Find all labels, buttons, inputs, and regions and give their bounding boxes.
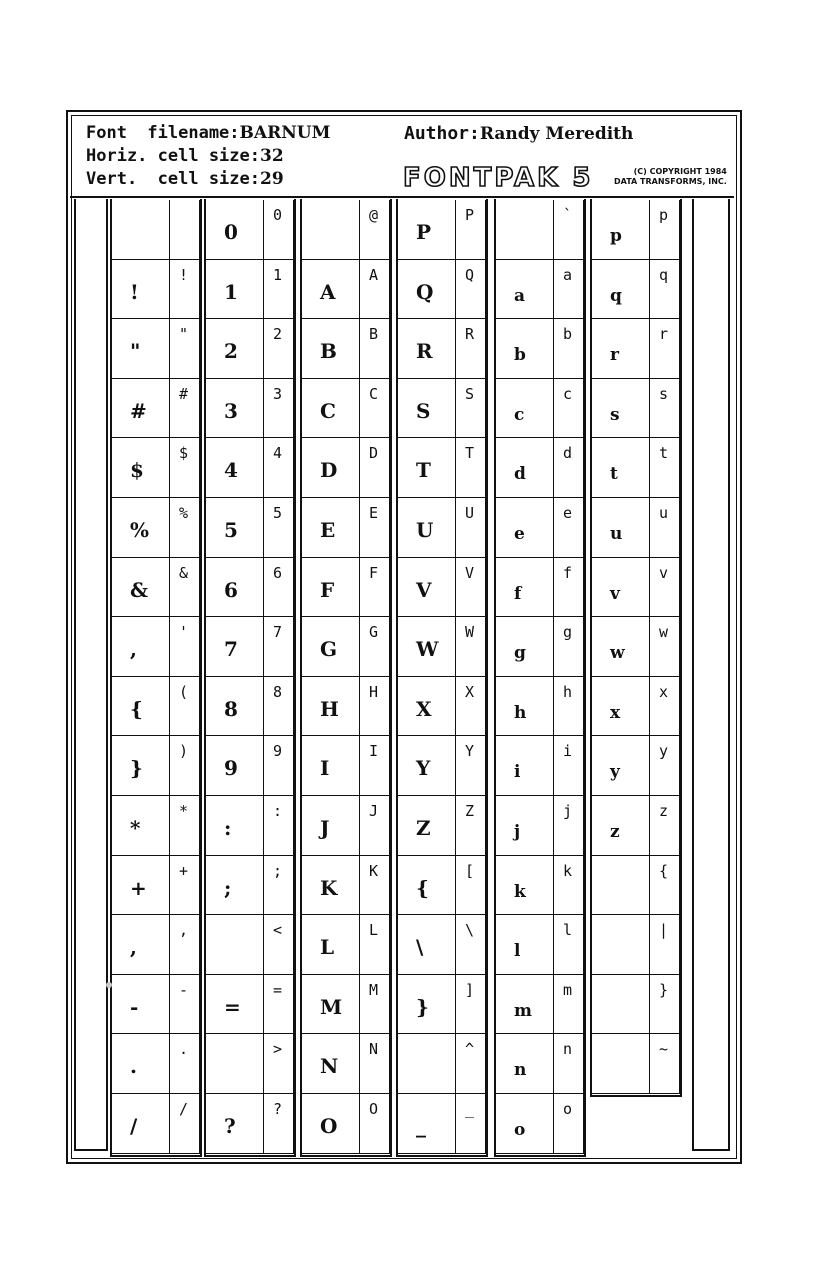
glyph-rendering: _	[416, 1114, 426, 1138]
sample-char: =	[273, 980, 283, 999]
glyph-cell	[206, 915, 264, 975]
sample-char: c	[563, 384, 573, 403]
glyph-rendering: D	[320, 458, 338, 483]
sample-char: @	[369, 206, 379, 224]
glyph-rendering: j	[514, 822, 521, 842]
sample-char: p	[659, 206, 669, 224]
sample-char: r	[659, 325, 669, 344]
vert-cell-size-line	[86, 169, 284, 189]
glyph-cell	[112, 617, 170, 677]
sample-char: H	[369, 682, 379, 701]
glyph-rendering: T	[416, 458, 431, 483]
sample-char: `	[563, 206, 573, 224]
header-divider	[70, 196, 734, 198]
glyph-rendering: -	[130, 994, 139, 1019]
sample-char: l	[563, 921, 573, 940]
sample-char: x	[659, 682, 669, 701]
glyph-rendering: b	[514, 345, 526, 366]
glyph-cell	[496, 558, 554, 618]
sample-char: U	[465, 504, 475, 522]
glyph-rendering: h	[514, 702, 527, 723]
glyph-rendering: x	[610, 702, 621, 723]
glyph-rendering: *	[130, 816, 141, 840]
sample-char: )	[179, 742, 189, 761]
sample-char: ,	[179, 921, 189, 940]
vert-cell-size-label: Vert. cell size:	[86, 169, 260, 189]
glyph-rendering: w	[610, 643, 625, 664]
fontpak-logo: FONTPAK 5	[403, 163, 594, 193]
sample-char: :	[273, 802, 283, 820]
author-value: Randy Meredith	[479, 124, 634, 144]
horiz-cell-size-value: 32	[260, 146, 284, 166]
sample-char: h	[563, 682, 573, 701]
sample-char: ]	[465, 980, 475, 999]
sample-char: S	[465, 384, 475, 403]
sample-char: d	[563, 444, 573, 463]
glyph-rendering: #	[130, 398, 147, 423]
glyph-cell	[302, 736, 360, 796]
sample-char: g	[563, 623, 573, 642]
glyph-rendering: 0	[224, 220, 238, 244]
glyph-rendering: B	[320, 339, 337, 364]
glyph-rendering: K	[320, 875, 338, 900]
glyph-rendering: e	[514, 524, 525, 544]
author-line	[404, 123, 633, 144]
glyph-cell	[592, 379, 650, 439]
sample-char: _	[465, 1100, 475, 1118]
sample-char: 8	[273, 682, 283, 701]
glyph-rendering: {	[416, 875, 429, 900]
glyph-cell	[592, 1034, 650, 1094]
glyph-rendering: $	[130, 458, 144, 483]
sample-char: X	[465, 682, 475, 701]
sample-char: >	[273, 1040, 283, 1059]
glyph-cell	[592, 856, 650, 916]
glyph-rendering: i	[514, 762, 521, 783]
sample-char: D	[369, 444, 379, 463]
glyph-rendering: E	[320, 518, 336, 542]
glyph-rendering: Q	[416, 279, 434, 304]
horiz-cell-size-line	[86, 146, 284, 166]
sample-char: y	[659, 742, 669, 761]
sample-char: Q	[465, 265, 475, 284]
sample-char: O	[369, 1100, 379, 1118]
sample-char: w	[659, 623, 669, 642]
glyph-rendering: m	[514, 1000, 532, 1021]
glyph-cell	[112, 319, 170, 379]
sample-char: f	[563, 563, 573, 582]
sample-char: F	[369, 563, 379, 582]
glyph-rendering: L	[320, 935, 335, 960]
glyph-rendering: 8	[224, 696, 238, 721]
horiz-cell-size-label: Horiz. cell size:	[86, 146, 260, 166]
sample-char: Y	[465, 742, 475, 761]
sample-char: j	[563, 802, 573, 820]
sample-char: !	[179, 265, 189, 284]
glyph-rendering: "	[130, 339, 141, 364]
glyph-rendering: !	[130, 279, 139, 304]
glyph-rendering: z	[610, 822, 620, 842]
sample-char: 0	[273, 206, 283, 224]
glyph-rendering: Y	[416, 756, 431, 781]
glyph-rendering: l	[514, 941, 521, 962]
sample-char: 6	[273, 563, 283, 582]
glyph-rendering: 4	[224, 458, 238, 483]
sample-char: v	[659, 563, 669, 582]
glyph-cell	[302, 796, 360, 856]
sample-char: J	[369, 802, 379, 820]
sample-char: <	[273, 921, 283, 940]
copyright-line-2: DATA TRANSFORMS, INC.	[614, 177, 727, 186]
glyph-rendering: f	[514, 583, 522, 604]
glyph-cell	[496, 379, 554, 439]
glyph-cell	[496, 498, 554, 558]
glyph-rendering: C	[320, 398, 336, 423]
glyph-rendering: y	[610, 762, 620, 783]
glyph-cell	[112, 975, 170, 1035]
copyright-notice	[614, 167, 727, 187]
sample-char: 7	[273, 623, 283, 642]
glyph-rendering: \	[416, 935, 424, 960]
sample-char: |	[659, 921, 669, 940]
glyph-cell	[112, 1094, 170, 1154]
sample-char: &	[179, 563, 189, 582]
glyph-rendering: s	[610, 404, 620, 425]
glyph-rendering: =	[224, 994, 241, 1019]
glyph-cell	[592, 677, 650, 737]
sample-char: z	[659, 802, 669, 820]
glyph-cell	[398, 1094, 456, 1154]
glyph-rendering: k	[514, 881, 526, 902]
glyph-rendering: N	[320, 1054, 339, 1079]
glyph-rendering: U	[416, 518, 434, 542]
sample-char: A	[369, 265, 379, 284]
sample-char: E	[369, 504, 379, 522]
glyph-cell	[496, 915, 554, 975]
sample-char: ;	[273, 861, 283, 880]
sample-char: s	[659, 384, 669, 403]
glyph-rendering: }	[416, 994, 429, 1019]
vert-cell-size-value: 29	[260, 169, 284, 189]
glyph-rendering: r	[610, 345, 619, 366]
sample-char: 3	[273, 384, 283, 403]
glyph-rendering: 6	[224, 577, 238, 602]
glyph-rendering: O	[320, 1114, 338, 1138]
glyph-cell	[112, 796, 170, 856]
glyph-cell	[398, 1034, 456, 1094]
glyph-rendering: J	[320, 816, 330, 840]
glyph-cell	[592, 319, 650, 379]
sample-char: M	[369, 980, 379, 999]
glyph-cell	[496, 796, 554, 856]
sample-char: G	[369, 623, 379, 642]
glyph-cell	[302, 200, 360, 260]
glyph-rendering: 9	[224, 756, 238, 781]
left-margin-column	[74, 199, 108, 1151]
glyph-rendering: :	[224, 816, 232, 840]
sample-char: %	[179, 504, 189, 522]
sample-char: '	[179, 623, 189, 642]
sample-char: "	[179, 325, 189, 344]
sample-char: C	[369, 384, 379, 403]
glyph-cell	[206, 856, 264, 916]
font-filename-value: BARNUM	[239, 123, 331, 143]
glyph-rendering: S	[416, 398, 431, 423]
sample-char: $	[179, 444, 189, 463]
glyph-cell	[112, 260, 170, 320]
glyph-rendering: ?	[224, 1114, 236, 1138]
glyph-rendering: 2	[224, 339, 238, 364]
glyph-cell	[496, 736, 554, 796]
glyph-rendering: Z	[416, 816, 431, 840]
font-filename-line	[86, 123, 330, 143]
glyph-rendering: c	[514, 404, 525, 425]
sample-char: -	[179, 980, 189, 999]
sample-char: I	[369, 742, 379, 761]
sample-char: o	[563, 1100, 573, 1118]
glyph-cell	[592, 975, 650, 1035]
sample-char: 5	[273, 504, 283, 522]
glyph-rendering: ,	[130, 637, 137, 662]
glyph-rendering: R	[416, 339, 433, 364]
glyph-rendering: d	[514, 464, 526, 485]
sample-char: .	[179, 1040, 189, 1059]
glyph-rendering: 1	[224, 279, 238, 304]
sample-char: q	[659, 265, 669, 284]
glyph-rendering: n	[514, 1060, 527, 1081]
glyph-rendering: .	[130, 1054, 137, 1079]
sample-char: t	[659, 444, 669, 463]
glyph-rendering: 5	[224, 518, 238, 542]
sample-char: (	[179, 682, 189, 701]
glyph-rendering: u	[610, 524, 623, 544]
sample-char: T	[465, 444, 475, 463]
sample-char: m	[563, 980, 573, 999]
glyph-rendering: F	[320, 577, 335, 602]
glyph-rendering: ;	[224, 875, 232, 900]
sample-char: +	[179, 861, 189, 880]
sample-char: P	[465, 206, 475, 224]
glyph-rendering: t	[610, 464, 618, 485]
sample-char: u	[659, 504, 669, 522]
glyph-cell	[206, 1034, 264, 1094]
glyph-rendering: a	[514, 285, 526, 306]
sample-char: K	[369, 861, 379, 880]
ink-speck	[106, 982, 112, 988]
glyph-rendering: P	[416, 220, 432, 244]
glyph-cell	[496, 200, 554, 260]
sample-char: 4	[273, 444, 283, 463]
font-filename-label: Font filename:	[86, 123, 240, 143]
glyph-rendering: p	[610, 226, 622, 246]
glyph-rendering: %	[130, 518, 150, 542]
glyph-rendering: }	[130, 756, 143, 781]
glyph-rendering: X	[416, 696, 432, 721]
glyph-cell	[592, 736, 650, 796]
right-margin-column	[692, 199, 730, 1151]
glyph-cell	[112, 915, 170, 975]
sample-char: /	[179, 1100, 189, 1118]
glyph-cell	[398, 915, 456, 975]
sample-char: 2	[273, 325, 283, 344]
glyph-rendering: o	[514, 1120, 526, 1140]
sample-char: Z	[465, 802, 475, 820]
sample-char: W	[465, 623, 475, 642]
sample-char: [	[465, 861, 475, 880]
glyph-rendering: 7	[224, 637, 238, 662]
glyph-rendering: 3	[224, 398, 238, 423]
glyph-cell	[592, 558, 650, 618]
sample-char: ^	[465, 1040, 475, 1059]
sample-char: b	[563, 325, 573, 344]
glyph-rendering: H	[320, 696, 339, 721]
sample-char: 9	[273, 742, 283, 761]
glyph-cell	[592, 915, 650, 975]
sample-char: {	[659, 861, 669, 880]
glyph-rendering: q	[610, 285, 622, 306]
glyph-rendering: I	[320, 756, 330, 781]
sample-char: i	[563, 742, 573, 761]
sample-char: e	[563, 504, 573, 522]
glyph-rendering: v	[610, 583, 620, 604]
glyph-rendering: +	[130, 875, 147, 900]
sample-char: R	[465, 325, 475, 344]
glyph-rendering: A	[320, 279, 336, 304]
sample-char: \	[465, 921, 475, 940]
glyph-rendering: W	[416, 637, 439, 662]
sample-char: B	[369, 325, 379, 344]
glyph-cell	[112, 200, 170, 260]
sample-char: *	[179, 802, 189, 820]
sample-char: #	[179, 384, 189, 403]
sample-char: k	[563, 861, 573, 880]
glyph-cell	[206, 796, 264, 856]
glyph-rendering: V	[416, 577, 432, 602]
copyright-line-1: (C) COPYRIGHT 1984	[633, 167, 727, 176]
sample-char: a	[563, 265, 573, 284]
sample-char: V	[465, 563, 475, 582]
glyph-cell	[592, 438, 650, 498]
glyph-cell	[112, 1034, 170, 1094]
sample-char: ~	[659, 1040, 669, 1059]
author-label: Author:	[404, 123, 480, 144]
sample-cell	[170, 200, 200, 260]
glyph-rendering: /	[130, 1114, 138, 1138]
sample-char: L	[369, 921, 379, 940]
sample-char: n	[563, 1040, 573, 1059]
glyph-rendering: &	[130, 577, 149, 602]
sample-char: N	[369, 1040, 379, 1059]
sample-char: }	[659, 980, 669, 999]
glyph-cell	[592, 796, 650, 856]
sample-char: 1	[273, 265, 283, 284]
sample-char: ?	[273, 1100, 283, 1118]
glyph-rendering: g	[514, 643, 526, 664]
glyph-rendering: {	[130, 696, 143, 721]
glyph-rendering: G	[320, 637, 338, 662]
glyph-rendering: M	[320, 994, 343, 1019]
glyph-rendering: ,	[130, 935, 137, 960]
